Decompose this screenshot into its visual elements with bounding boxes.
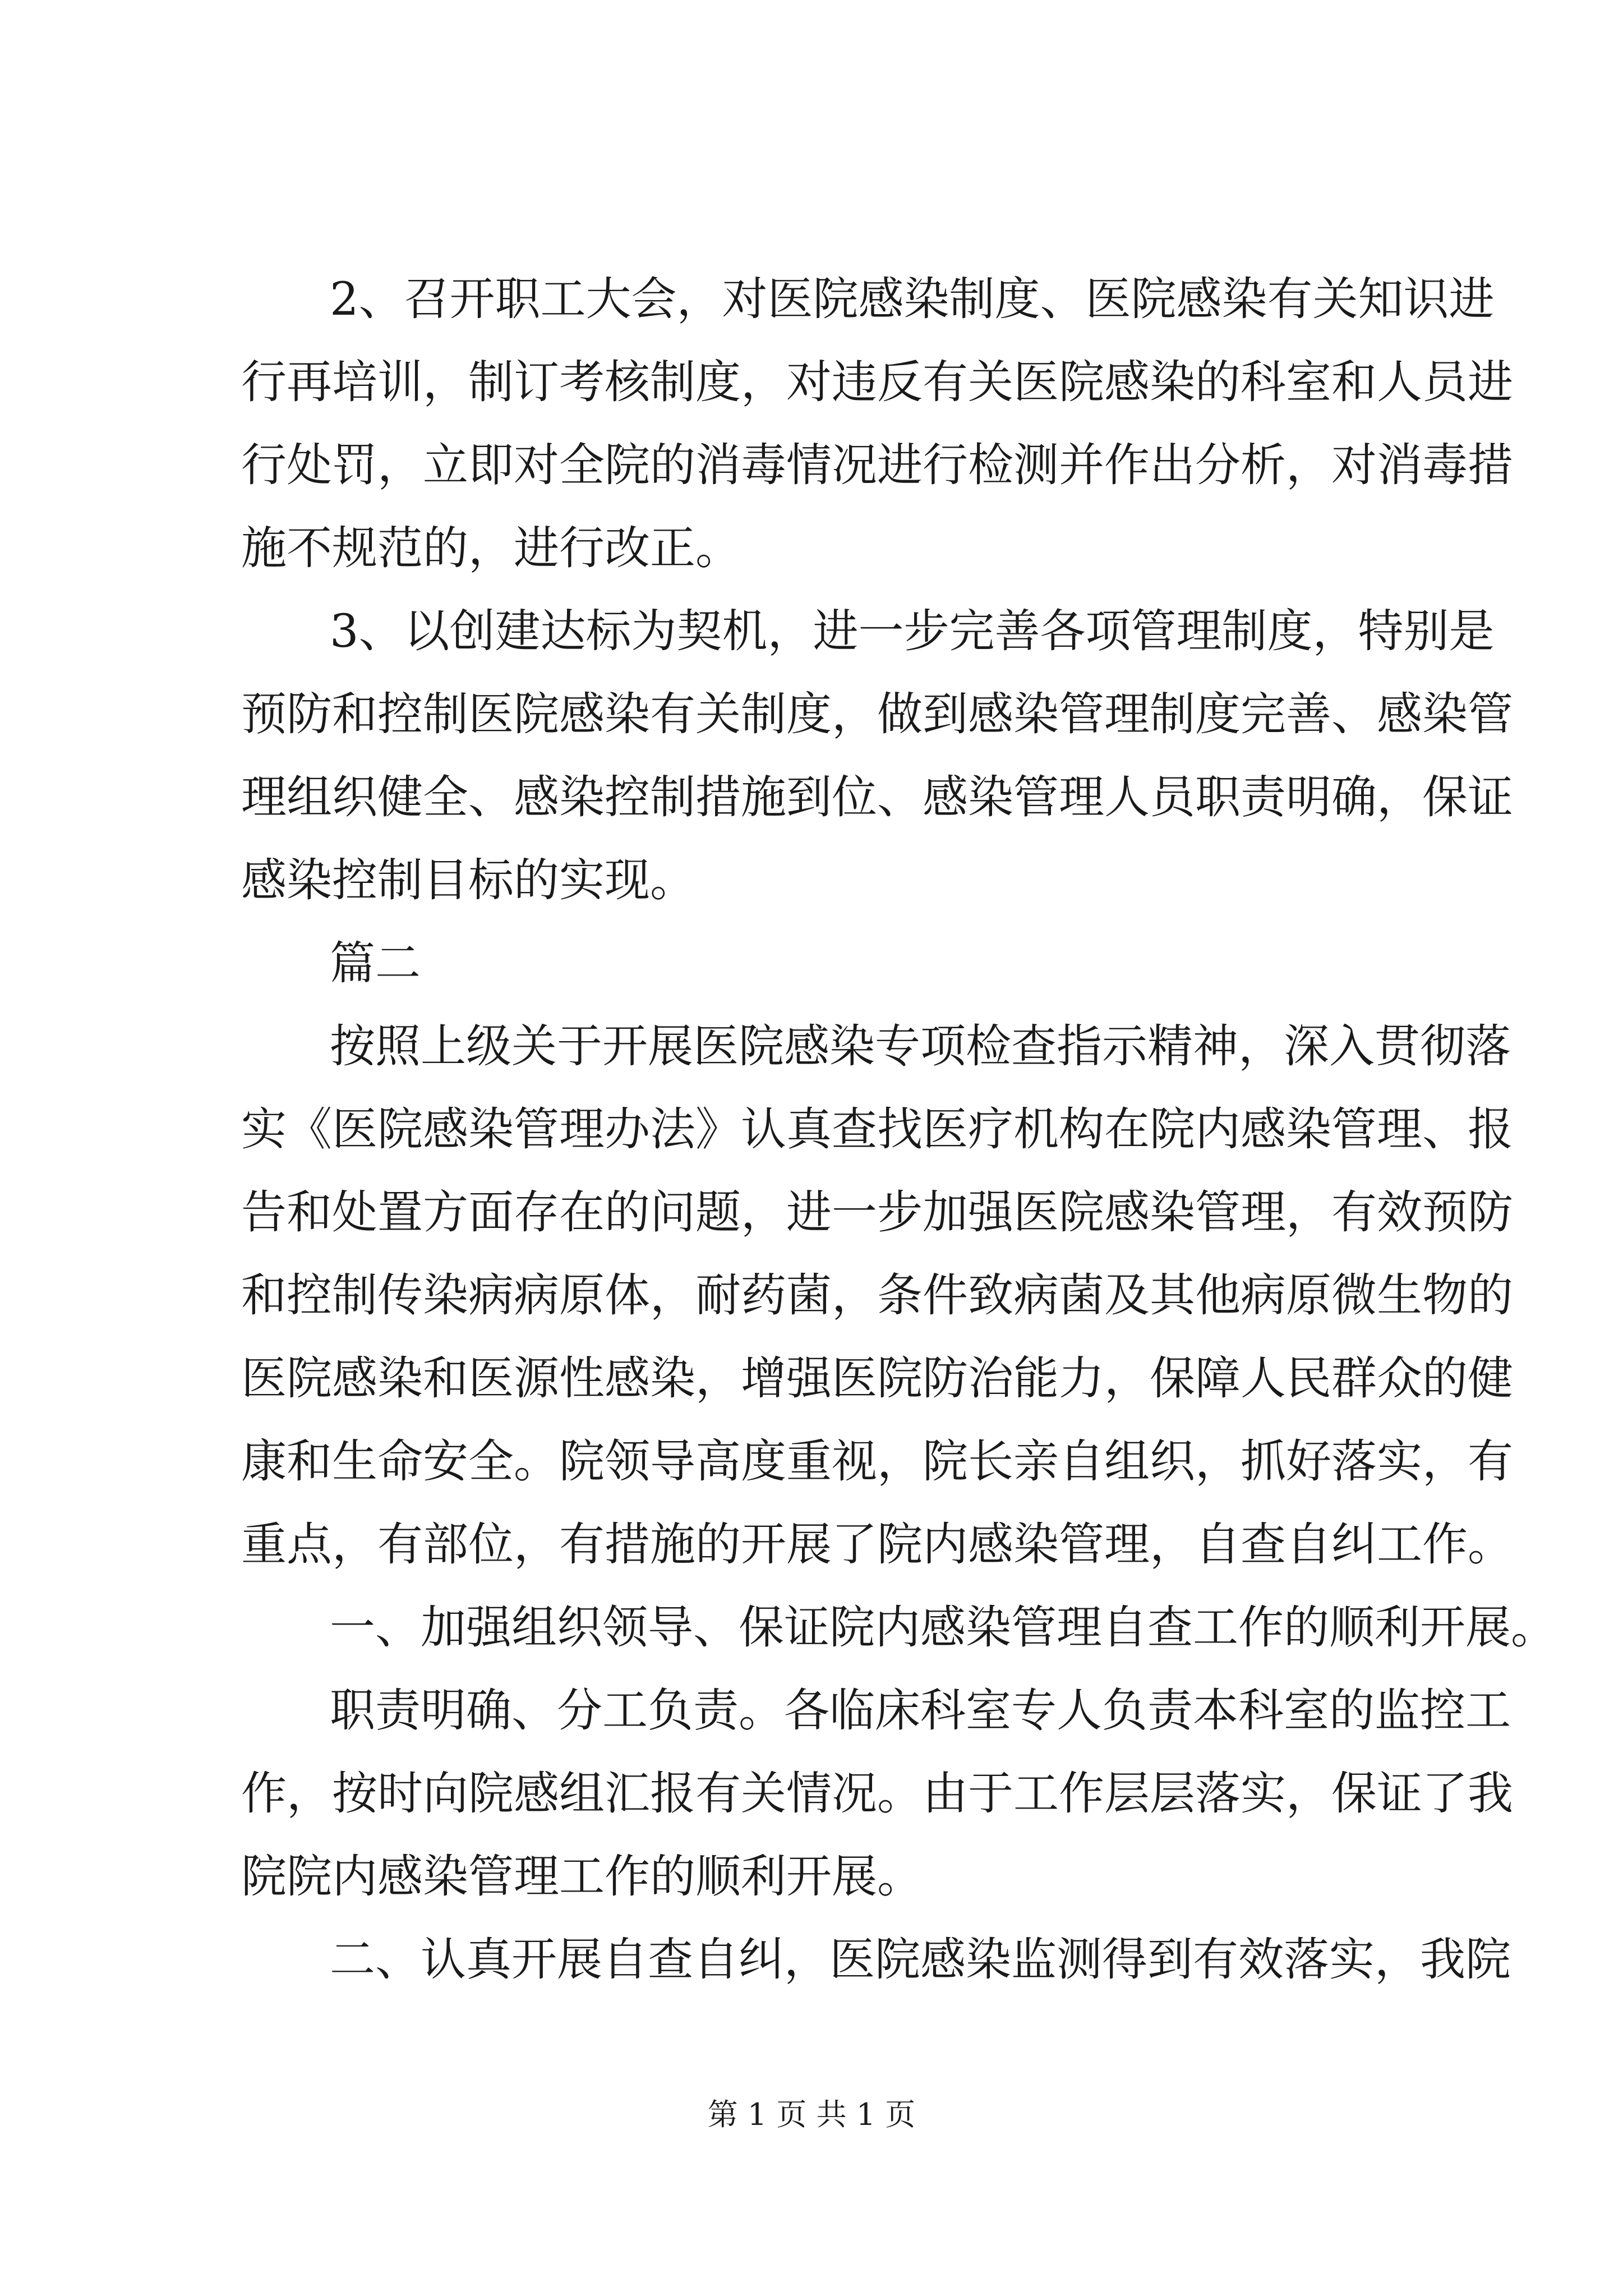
paragraph-line: 作，按时向院感组汇报有关情况。由于工作层层落实，保证了我: [241, 1768, 1514, 1820]
paragraph: [241, 922, 1424, 1005]
paragraph: [241, 1669, 1514, 1918]
paragraph: [241, 258, 1514, 590]
paragraph-line: 3、以创建达标为契机，进一步完善各项管理制度，特别是: [330, 605, 1495, 658]
paragraph-line: 实《医院感染管理办法》认真查找医疗机构在院内感染管理、报: [241, 1103, 1514, 1156]
paragraph-line: 行处罚，立即对全院的消毒情况进行检测并作出分析，对消毒措: [241, 439, 1514, 492]
paragraph-line: 康和生命安全。院领导高度重视，院长亲自组织，抓好落实，有: [241, 1435, 1514, 1488]
paragraph-line: 职责明确、分工负责。各临床科室专人负责本科室的监控工: [330, 1685, 1511, 1737]
paragraph-line: 和控制传染病病原体，耐药菌，条件致病菌及其他病原微生物的: [241, 1269, 1514, 1322]
paragraph: [241, 1586, 1557, 1669]
paragraph-line: 二、认真开展自查自纠，医院感染监测得到有效落实，我院: [330, 1934, 1511, 1986]
paragraph-line: 施不规范的，进行改正。: [241, 522, 741, 575]
paragraph: [241, 590, 1514, 922]
document-body: [241, 258, 1557, 2001]
paragraph-line: 行再培训，制订考核制度，对违反有关医院感染的科室和人员进: [241, 356, 1514, 409]
paragraph: [241, 1005, 1514, 1586]
paragraph-line: 感染控制目标的实现。: [241, 854, 696, 907]
paragraph-line: 理组织健全、感染控制措施到位、感染管理人员职责明确，保证: [241, 771, 1514, 824]
paragraph-line: 预防和控制医院感染有关制度，做到感染管理制度完善、感染管: [241, 688, 1514, 741]
paragraph-line: 告和处置方面存在的问题，进一步加强医院感染管理，有效预防: [241, 1186, 1514, 1239]
paragraph-line: 按照上级关于开展医院感染专项检查指示精神，深入贯彻落: [330, 1020, 1511, 1073]
paragraph-line: 重点，有部位，有措施的开展了院内感染管理，自查自纠工作。: [241, 1519, 1514, 1571]
paragraph-line: 篇二: [330, 937, 421, 990]
paragraph-line: 院院内感染管理工作的顺利开展。: [241, 1851, 923, 1903]
paragraph-line: 2、召开职工大会，对医院感染制度、医院感染有关知识进: [330, 273, 1495, 326]
paragraph-line: 一、加强组织领导、保证院内感染管理自查工作的顺利开展。: [330, 1602, 1557, 1654]
paragraph-line: 医院感染和医源性感染，增强医院防治能力，保障人民群众的健: [241, 1352, 1514, 1405]
paragraph: [241, 1918, 1511, 2001]
page-footer: 第 1 页 共 1 页: [707, 2097, 916, 2132]
